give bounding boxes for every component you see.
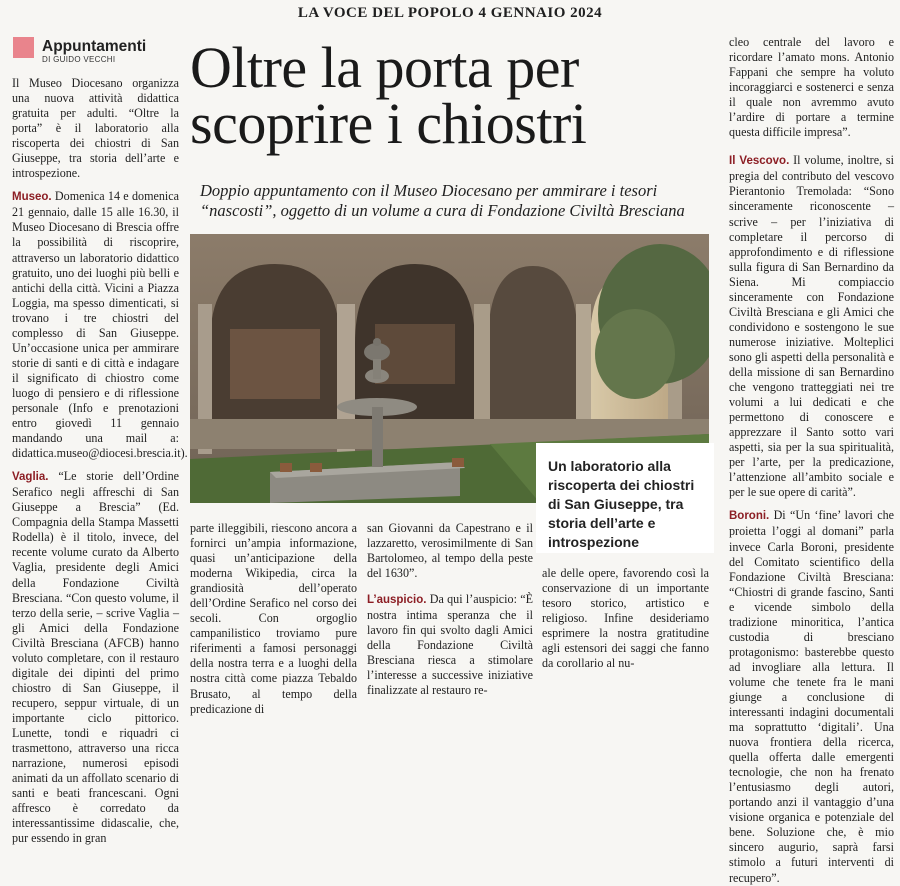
auspicio-text: Da qui l’auspicio: “È nostra intima speranza che il lavoro fin qui svolto dagli Amici della Fondazione Civiltà Bresciana riesca a stimolare l’interesse a successive iniziative finalizzate al restauro re- bbox=[367, 592, 533, 698]
museo-paragraph bbox=[12, 189, 188, 461]
article-column-1 bbox=[12, 76, 188, 846]
subheadline bbox=[200, 181, 720, 221]
article-column-3 bbox=[367, 521, 533, 699]
fappani-paragraph: cleo centrale del lavoro e ricordare l’amato mons. Antonio Fappani che sempre ha voluto incoraggiarci e sostenerci e senza il quale non avremmo avuto l’ardire di portare a termine questa difficile impresa”. bbox=[729, 35, 894, 140]
photo-caption: Un laboratorio alla riscoperta dei chiostri di San Giuseppe, tra storia dell’arte e introspezione bbox=[536, 443, 714, 553]
vescovo-paragraph bbox=[729, 153, 894, 500]
article-column-4-bottom bbox=[542, 566, 709, 671]
museo-lead: Museo. bbox=[12, 191, 52, 204]
subheadline-line-2: “nascosti”, oggetto di un volume a cura di Fondazione Civiltà Bresciana bbox=[200, 201, 685, 220]
article-column-2 bbox=[190, 521, 357, 717]
vaglia-paragraph bbox=[12, 469, 179, 846]
col3-paragraph: san Giovanni da Capestrano e il lazzaretto, verosimilmente di San Bartolomeo, al tempo della peste del 1630”. bbox=[367, 521, 533, 581]
article-column-5 bbox=[729, 35, 894, 886]
vescovo-lead: Il Vescovo. bbox=[729, 155, 790, 168]
auspicio-lead: L’auspicio. bbox=[367, 594, 427, 607]
headline bbox=[190, 35, 710, 156]
col2-paragraph: parte illeggibili, riescono ancora a fornirci un’ampia informazione, quasi un’anticipazione della moderna Wikipedia, circa la grandiosità dell’operato dell’Ordine Serafico nel corso dei secoli. Con orgoglio campanilistico troviamo pure riferimenti a famosi personaggi della nostra terra e a luoghi della nostra città come piazza Tebaldo Brusato, al tempo della predicazione di bbox=[190, 521, 357, 716]
section-square-icon bbox=[13, 37, 34, 58]
byline: DI GUIDO VECCHI bbox=[42, 55, 116, 64]
boroni-paragraph bbox=[729, 508, 894, 885]
auspicio-paragraph bbox=[367, 592, 533, 698]
masthead: LA VOCE DEL POPOLO 4 GENNAIO 2024 bbox=[297, 5, 603, 21]
boroni-text: Di “Un ‘fine’ lavori che proietta l’oggi al domani” parla invece Carla Boroni, presidente del Comitato scientifico della Fondazione Civiltà Bresciana: “Chiostri di grande fascino, Santi e vicende simbolo della tradizione minoritica, l’antica custodia di bresciano protagonismo: basterebbe questo ad invogliare alla lettura. Il volume che tenete fra le mani giunge a conclusione di interessanti indagini documentali ma soprattutto ‘digitali’. Una nuova frontiera della ricerca, quella offerta dalle emergenti tecnologie, che non ha frenato l’entusiasmo degli autori, portando anzi il vantaggio d’una visione organica e potenziale del bene. Soluzione che, è mio sincero augurio, saprà farsi stimolo a futuri interventi di recupero”. bbox=[729, 508, 894, 885]
museo-text: Domenica 14 e domenica 21 gennaio, dalle 15 alle 16.30, il Museo Diocesano di Brescia offre la possibilità di riscoprire, attraverso un laboratorio didattico gratuito, uno dei luoghi più belli e antichi della città. Vicini a Piazza Loggia, ma spesso dimenticati, si trovano i tre chiostri del complesso di San Giuseppe. Un’occasione unica per ammirare storie di santi e di città e indagare il significato di chiostro come luogo di pensiero e di riflessione personale (Info e prenotazioni entro giovedì 11 gennaio mandando una mail a: didattica.museo@diocesi.brescia.it). bbox=[12, 189, 188, 461]
subheadline-line-1: Doppio appuntamento con il Museo Diocesano per ammirare i tesori bbox=[200, 181, 658, 200]
vescovo-text: Il volume, inoltre, si pregia del contributo del vescovo Pierantonio Tremolada: “Sono sinceramente riconoscente – scrive – per l’iniziativa di completare il percorso di approfondimento e di riflessione sulla figura di San Bernardino da Siena. Mi compiaccio sinceramente con Fondazione Civiltà Bresciana e gli Amici che condividono e sostengono le sue numerose iniziative. Molteplici sono gli aspetti della personalità e della missione di san Bernardino che vengono tratteggiati nei tre volumi a lui dedicati e che permettono di conoscere e apprezzare il Santo sotto vari aspetti, sia per la sua spiritualità, per l’arte, per la predicazione, l’attenzione all’ambito sociale e per le sue opere di carità”. bbox=[729, 153, 894, 500]
section-label: Appuntamenti bbox=[42, 38, 147, 55]
headline-line-1: Oltre la porta per bbox=[190, 35, 579, 100]
col4-bottom-paragraph: ale delle opere, favorendo così la conservazione di un importante tesoro storico, artistico e religioso. Infine desideriamo esprimere la nostra gratitudine agli estensori dei saggi che fanno da corollario al nu- bbox=[542, 566, 709, 671]
vaglia-text: “Le storie dell’Ordine Serafico negli affreschi di San Giuseppe a Brescia” (Ed. Compagnia della Stampa Massetti Rodella) è il titolo, invece, del recente volume curato da Alberto Vaglia, presidente degli Amici della Fondazione Civiltà Bresciana. “Con questo volume, il terzo della serie, – scrive Vaglia – gli Amici della Fondazione Civiltà Bresciana (AFCB) hanno voluto completare, con il restauro digitale dei dipinti del primo chiostro di San Giuseppe, il recupero, seppur virtuale, di un importante ciclo pittorico. Lunette, tondi e riquadri ci trasmettono, attraverso una ricca narrazione, numerosi episodi animati da un affollato scenario di santi e beati francescani. Ogni affresco è corredato da interessantissime didascalie, che, pur essendo in gran bbox=[12, 469, 179, 846]
headline-line-2: scoprire i chiostri bbox=[190, 91, 587, 156]
intro-paragraph: Il Museo Diocesano organizza una nuova attività didattica gratuita per adulti. “Oltre la porta” è il laboratorio alla riscoperta dei chiostri di San Giuseppe, tra storia dell’arte e introspezione. bbox=[12, 76, 179, 181]
vaglia-lead: Vaglia. bbox=[12, 471, 49, 484]
boroni-lead: Boroni. bbox=[729, 510, 770, 523]
